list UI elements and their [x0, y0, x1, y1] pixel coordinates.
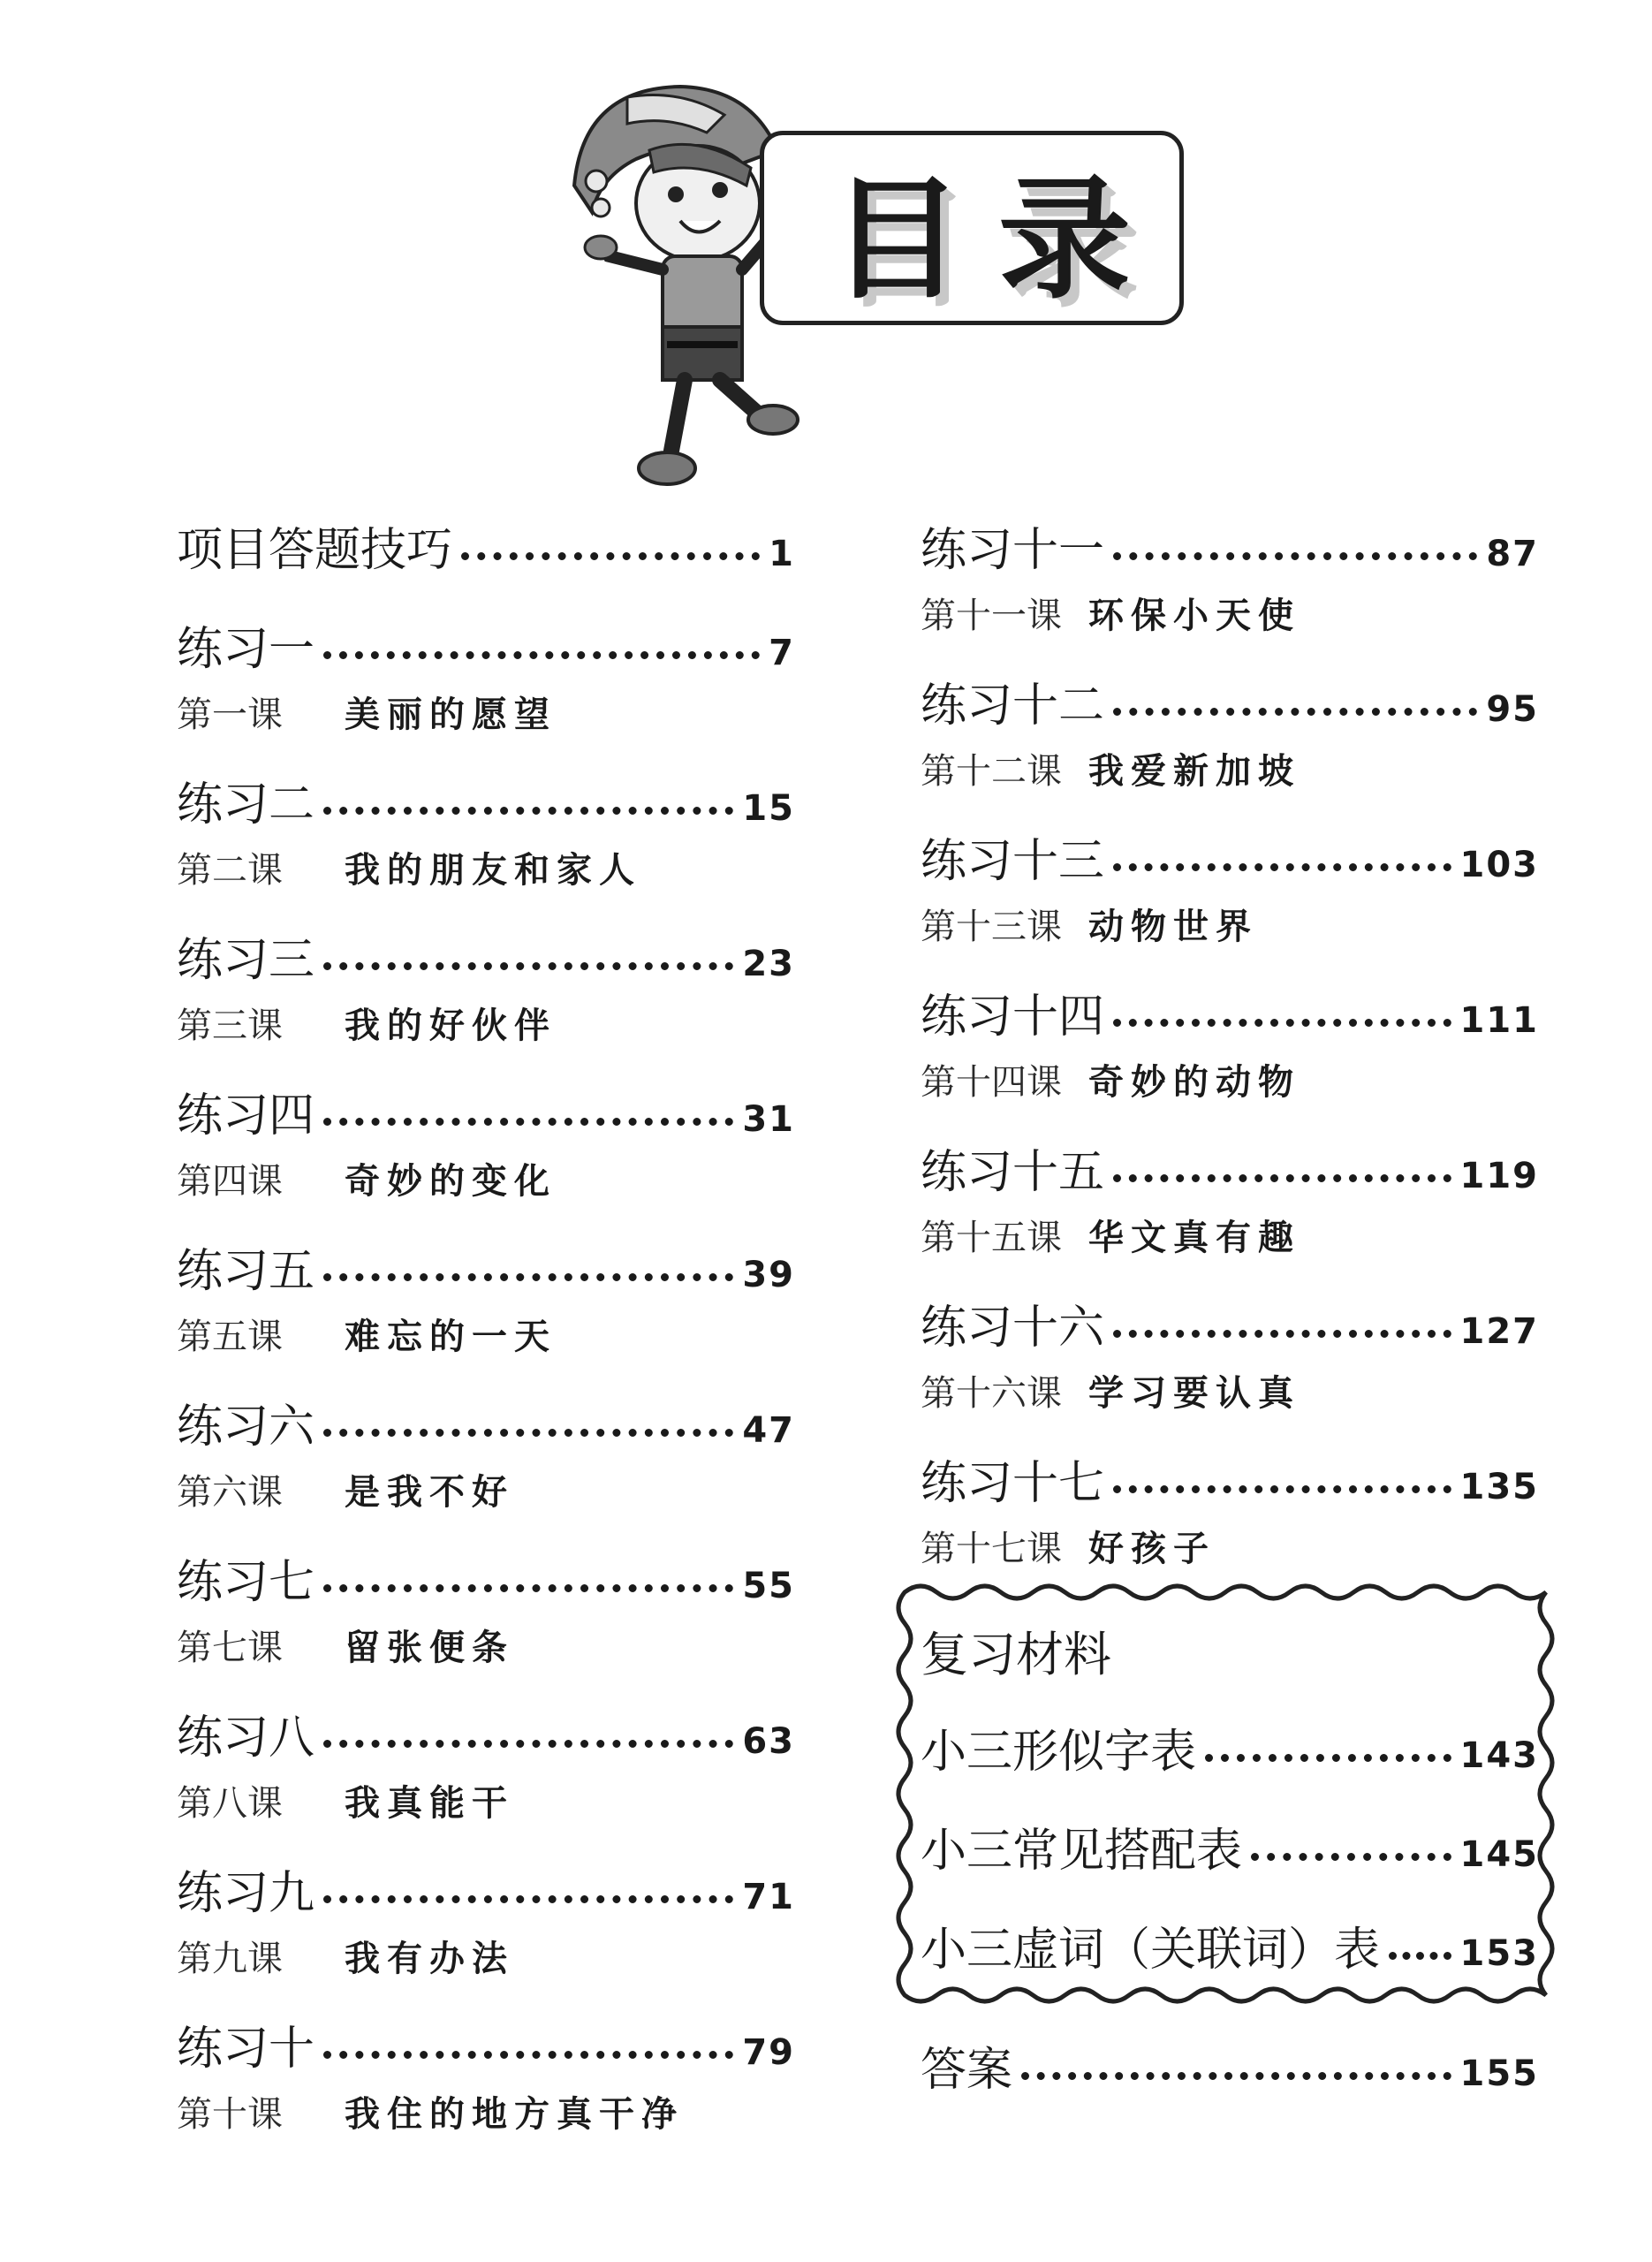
- toc-entry[interactable]: [177, 767, 795, 898]
- header: [565, 80, 1184, 495]
- dot-leader: [323, 1273, 733, 1281]
- dot-leader: [1251, 1853, 1451, 1861]
- toc-entry[interactable]: [177, 1856, 795, 1986]
- dot-leader: [1389, 1952, 1451, 1960]
- toc-entry[interactable]: [921, 1135, 1539, 1265]
- toc-entry[interactable]: [921, 1446, 1539, 1576]
- lesson-name: 我有办法: [345, 1938, 514, 1979]
- dot-leader: [461, 552, 760, 560]
- toc-page-number: 95: [1486, 689, 1539, 730]
- toc-page-number: 87: [1486, 534, 1539, 574]
- toc-right-column: [921, 512, 1539, 1601]
- page-title: 目录: [830, 163, 1166, 317]
- review-page-number: 145: [1459, 1834, 1539, 1875]
- lesson-name: 我的好伙伴: [345, 1005, 557, 1046]
- lesson-number: 第七课: [177, 1627, 283, 1668]
- toc-entry-title: 练习四: [177, 1089, 315, 1142]
- toc-entry[interactable]: [177, 1389, 795, 1520]
- dot-leader: [323, 1895, 733, 1903]
- toc-left-column: [177, 512, 795, 2167]
- lesson-name: 我真能干: [345, 1782, 514, 1824]
- lesson-number: 第十五课: [921, 1217, 1062, 1258]
- toc-page-number: 63: [742, 1721, 795, 1762]
- toc-entry-title: 练习七: [177, 1556, 315, 1609]
- toc-entry[interactable]: [921, 668, 1539, 799]
- lesson-name: 好孩子: [1088, 1528, 1216, 1569]
- lesson-number: 第十三课: [921, 906, 1062, 947]
- dot-leader: [1113, 1174, 1451, 1182]
- review-entry[interactable]: [921, 1912, 1539, 1979]
- lesson-name: 奇妙的变化: [345, 1160, 557, 1202]
- toc-page-number: 31: [742, 1099, 795, 1140]
- toc-page-number: 7: [769, 633, 795, 673]
- toc-entry-title: 练习二: [177, 778, 315, 831]
- lesson-name: 奇妙的动物: [1088, 1061, 1300, 1103]
- toc-entry-title: 练习十五: [921, 1146, 1105, 1199]
- lesson-number: 第五课: [177, 1316, 283, 1357]
- toc-page-number: 127: [1459, 1311, 1539, 1352]
- review-entry[interactable]: [921, 1813, 1539, 1880]
- toc-entry[interactable]: [177, 922, 795, 1053]
- answers-page-number: 155: [1459, 2053, 1539, 2094]
- lesson-number: 第十二课: [921, 750, 1062, 792]
- lesson-number: 第九课: [177, 1938, 283, 1979]
- review-entry-title: 小三常见搭配表: [921, 1825, 1243, 1878]
- review-entry-title: 小三虚词（关联词）表: [921, 1924, 1381, 1977]
- lesson-number: 第一课: [177, 694, 283, 735]
- toc-entry-title: 练习五: [177, 1245, 315, 1298]
- lesson-name: 留张便条: [345, 1627, 514, 1668]
- lesson-name: 我住的地方真干净: [345, 2093, 684, 2135]
- toc-entry[interactable]: [921, 1290, 1539, 1421]
- lesson-name: 我的朋友和家人: [345, 849, 641, 891]
- dot-leader: [1113, 863, 1451, 871]
- toc-page-number: 135: [1459, 1467, 1539, 1507]
- lesson-name: 环保小天使: [1088, 595, 1300, 636]
- toc-entry[interactable]: [921, 512, 1539, 643]
- dot-leader: [323, 1118, 733, 1126]
- lesson-name: 美丽的愿望: [345, 694, 557, 735]
- toc-entry-title: 练习六: [177, 1400, 315, 1454]
- review-entry-title: 小三形似字表: [921, 1726, 1197, 1779]
- dot-leader: [1021, 2072, 1451, 2080]
- lesson-number: 第十七课: [921, 1528, 1062, 1569]
- lesson-number: 第八课: [177, 1782, 283, 1824]
- toc-entry-title: 练习十: [177, 2023, 315, 2076]
- lesson-number: 第十六课: [921, 1372, 1062, 1414]
- lesson-number: 第三课: [177, 1005, 283, 1046]
- dot-leader: [323, 1429, 733, 1437]
- dot-leader: [1113, 1019, 1451, 1027]
- toc-page-number: 1: [769, 534, 795, 574]
- dot-leader: [1113, 1330, 1451, 1338]
- review-entry[interactable]: [921, 1714, 1539, 1781]
- lesson-number: 第十一课: [921, 595, 1062, 636]
- toc-page-number: 79: [742, 2032, 795, 2073]
- lesson-name: 动物世界: [1088, 906, 1258, 947]
- toc-entry[interactable]: [177, 512, 795, 581]
- toc-entry-title: 练习十三: [921, 835, 1105, 888]
- lesson-name: 是我不好: [345, 1471, 514, 1513]
- lesson-name: 华文真有趣: [1088, 1217, 1300, 1258]
- toc-entry-title: 练习十六: [921, 1302, 1105, 1355]
- lesson-name: 我爱新加坡: [1088, 750, 1300, 792]
- lesson-number: 第六课: [177, 1471, 283, 1513]
- toc-entry[interactable]: [177, 1700, 795, 1831]
- toc-entry[interactable]: [177, 1078, 795, 1209]
- toc-entry-title: 练习十四: [921, 991, 1105, 1044]
- lesson-number: 第四课: [177, 1160, 283, 1202]
- dot-leader: [1113, 1485, 1451, 1493]
- toc-page-number: 71: [742, 1877, 795, 1917]
- toc-entry-title: 练习十七: [921, 1457, 1105, 1510]
- dot-leader: [323, 651, 760, 659]
- toc-page-number: 39: [742, 1255, 795, 1295]
- toc-entry-title: 练习九: [177, 1867, 315, 1920]
- toc-page-number: 23: [742, 944, 795, 984]
- toc-entry-title: 练习八: [177, 1712, 315, 1765]
- toc-page-number: 111: [1459, 1000, 1539, 1041]
- dot-leader: [323, 807, 733, 815]
- toc-entry[interactable]: [177, 611, 795, 742]
- dot-leader: [1113, 708, 1477, 716]
- toc-page-number: 47: [742, 1410, 795, 1451]
- dot-leader: [1205, 1754, 1451, 1762]
- lesson-name: 难忘的一天: [345, 1316, 557, 1357]
- toc-entry-title: 练习一: [177, 623, 315, 676]
- review-heading: 复习材料: [921, 1627, 1111, 1682]
- review-materials-box: [894, 1582, 1557, 2006]
- dot-leader: [323, 962, 733, 970]
- toc-entry[interactable]: [177, 2011, 795, 2142]
- toc-page-number: 55: [742, 1566, 795, 1606]
- toc-entry[interactable]: [177, 1545, 795, 1675]
- dot-leader: [323, 1584, 733, 1592]
- dot-leader: [323, 1740, 733, 1748]
- toc-entry-title: 练习十二: [921, 679, 1105, 732]
- toc-page-number: 119: [1459, 1156, 1539, 1196]
- toc-page-number: 103: [1459, 845, 1539, 885]
- review-page-number: 153: [1459, 1933, 1539, 1974]
- lesson-name: 学习要认真: [1088, 1372, 1300, 1414]
- toc-entry-title: 练习三: [177, 934, 315, 987]
- lesson-number: 第十课: [177, 2093, 283, 2135]
- toc-entry[interactable]: [921, 824, 1539, 954]
- toc-page-number: 15: [742, 788, 795, 829]
- toc-entry-title: 练习十一: [921, 524, 1105, 577]
- answers-title: 答案: [921, 2044, 1013, 2097]
- lesson-number: 第二课: [177, 849, 283, 891]
- lesson-number: 第十四课: [921, 1061, 1062, 1103]
- review-page-number: 143: [1459, 1735, 1539, 1776]
- dot-leader: [323, 2051, 733, 2059]
- title-box: [760, 131, 1184, 325]
- dot-leader: [1113, 552, 1477, 560]
- toc-entry-title: 项目答题技巧: [177, 524, 453, 577]
- toc-entry[interactable]: [921, 979, 1539, 1110]
- toc-entry[interactable]: [177, 1233, 795, 1364]
- answers-entry[interactable]: [921, 2032, 1539, 2101]
